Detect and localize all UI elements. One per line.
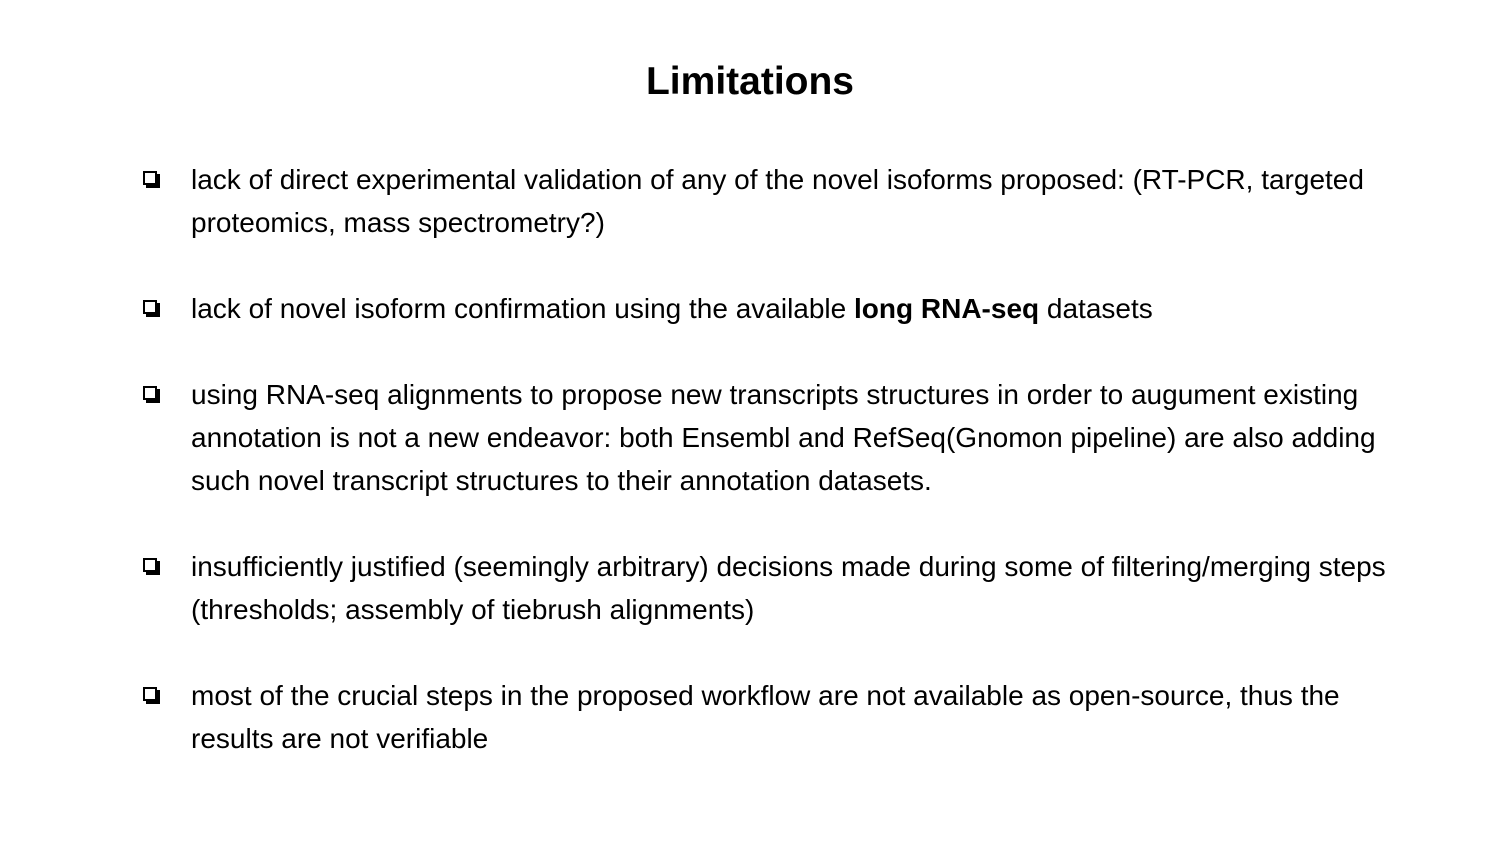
checkbox-bullet-icon [143,558,157,572]
bullet-text-before: lack of novel isoform confirmation using the available [191,293,855,324]
bullet-text: using RNA-seq alignments to propose new transcripts structures in order to augument existing annotation is not a new endeavor: both Ensembl and RefSeq(Gnomon pipeline) are also adding such novel transcript structures to their annotation datasets. [191,379,1376,496]
bullet-item-long-rnaseq [140,287,1400,330]
checkbox-bullet-icon [143,171,157,185]
bullet-text-after: datasets [1039,293,1153,324]
checkbox-bullet-icon [143,300,157,314]
bullet-text: insufficiently justified (seemingly arbitrary) decisions made during some of filtering/merging steps (thresholds; assembly of tiebrush alignments) [191,551,1386,625]
bullet-text-bold: long RNA-seq [854,293,1040,324]
slide-title: Limitations [645,60,854,103]
bullet-list [140,158,1400,760]
bullet-item-arbitrary-decisions [140,545,1400,631]
bullet-item-not-new-endeavor [140,373,1400,502]
bullet-text: lack of direct experimental validation of any of the novel isoforms proposed: (RT-PCR, targeted proteomics, mass spectrometry?) [191,164,1364,238]
checkbox-bullet-icon [143,687,157,701]
bullet-text: most of the crucial steps in the proposed workflow are not available as open-source, thus the results are not verifiable [191,680,1340,754]
bullet-item-validation [140,158,1400,244]
checkbox-bullet-icon [143,386,157,400]
bullet-item-not-open-source [140,674,1400,760]
